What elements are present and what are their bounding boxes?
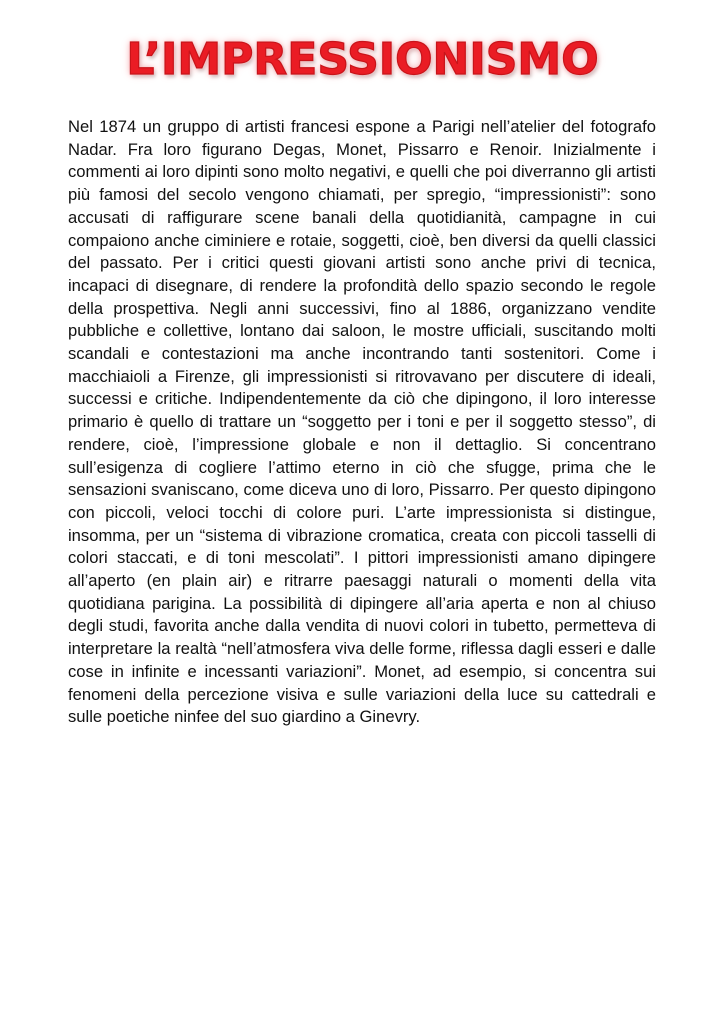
page-title: L’IMPRESSIONISMO (126, 34, 599, 85)
body-paragraph: Nel 1874 un gruppo di artisti francesi espone a Parigi nell’atelier del fotografo Nadar. Fra loro figurano Degas, Monet, Pissarro e Renoir. Inizialmente i commenti ai loro dipinti sono molto negativi, e quelli che poi diverranno gli artisti più famosi del secolo vengono chiamati, per spregio, “impressionisti”: sono accusati di raffigurare scene banali della quotidianità, campagne in cui compaiono anche ciminiere e rotaie, soggetti, cioè, ben diversi da quelli classici del passato. Per i critici questi giovani artisti sono anche privi di tecnica, incapaci di disegnare, di rendere la profondità dello spazio secondo le regole della prospettiva. Negli anni successivi, fino al 1886, organizzano vendite pubbliche e collettive, lontano dai saloon, le mostre ufficiali, suscitando molti scandali e contestazioni ma anche incontrando tanti sostenitori. Come i macchiaioli a Firenze, gli impressionisti si ritrovavano per discutere di ideali, successi e critiche. Indipendentemente da ciò che dipingono, il loro interesse primario è quello di trattare un “soggetto per i toni e per il soggetto stesso”, di rendere, cioè, l’impressione globale e non il dettaglio. Si concentrano sull’esigenza di cogliere l’attimo eterno in ciò che sfugge, prima che le sensazioni svaniscano, come diceva uno di loro, Pissarro. Per questo dipingono con piccoli, veloci tocchi di colore puri. L’arte impressionista si distingue, insomma, per un “sistema di vibrazione cromatica, creata con piccoli tasselli di colori staccati, e di toni mescolati”. I pittori impressionisti amano dipingere all’aperto (en plain air) e ritrarre paesaggi naturali o momenti della vita quotidiana parigina. La possibilità di dipingere all’aria aperta e non al chiuso degli studi, favorita anche dalla vendita di nuovi colori in tubetto, permetteva di interpretare la realtà “nell’atmosfera viva delle forme, riflessa dagli esseri e dalle cose in infinite e incessanti variazioni”. Monet, ad esempio, si concentra sui fenomeni della percezione visiva e sulle variazioni della luce su cattedrali e sulle poetiche ninfee del suo giardino a Ginevry. (68, 117, 656, 727)
